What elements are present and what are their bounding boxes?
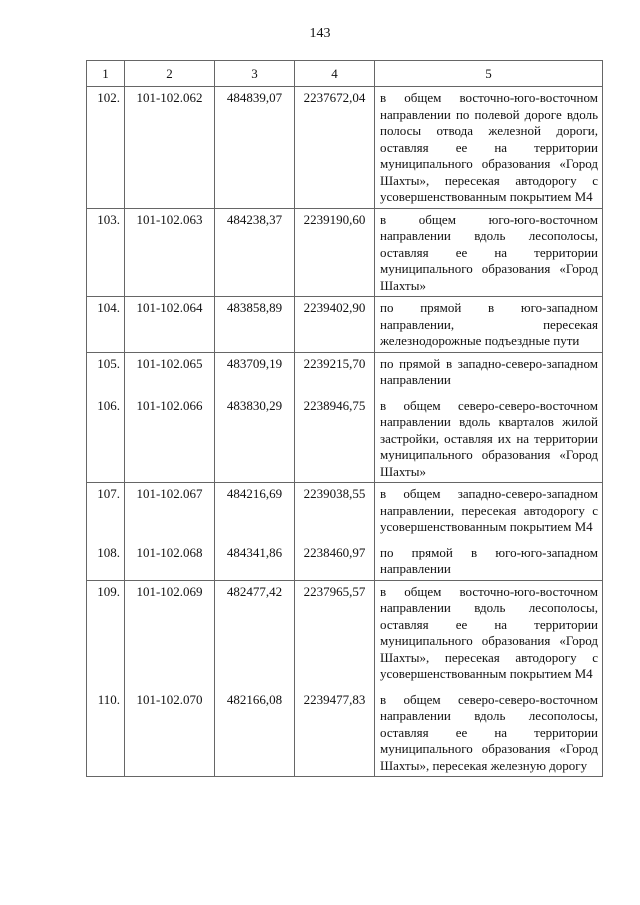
segment-description: в общем восточно-юго-восточном направлении по полевой дороге вдоль полосы отвода железной дороги, оставляя ее на территории муниципального образования «Город Шахты», пересекая автодорогу с усовершенствованным покрытием М4: [375, 87, 603, 209]
table-row: [87, 689, 603, 777]
table-row: [87, 352, 603, 395]
row-number: 108.: [87, 542, 125, 581]
coordinate-x: 483709,19: [215, 352, 295, 395]
coordinate-x: 482477,42: [215, 580, 295, 689]
row-number: 109.: [87, 580, 125, 689]
row-number: 103.: [87, 208, 125, 297]
row-number: 110.: [87, 689, 125, 777]
coordinate-x: 484238,37: [215, 208, 295, 297]
segment-code: 101-102.069: [125, 580, 215, 689]
coordinate-y: 2239215,70: [295, 352, 375, 395]
segment-description: в общем западно-северо-западном направлении, пересекая автодорогу с усовершенствованным покрытием М4: [375, 483, 603, 542]
segment-description: в общем юго-юго-восточном направлении вдоль лесополосы, оставляя ее на территории муниципального образования «Город Шахты»: [375, 208, 603, 297]
coordinate-y: 2237965,57: [295, 580, 375, 689]
coordinate-y: 2239038,55: [295, 483, 375, 542]
table-row: [87, 297, 603, 353]
column-header-description: 5: [375, 61, 603, 87]
coordinate-y: 2238460,97: [295, 542, 375, 581]
coordinate-x: 483830,29: [215, 395, 295, 483]
table-row: [87, 483, 603, 542]
segment-code: 101-102.064: [125, 297, 215, 353]
table-row: [87, 87, 603, 209]
coordinate-y: 2239402,90: [295, 297, 375, 353]
segment-code: 101-102.068: [125, 542, 215, 581]
column-header-code: 2: [125, 61, 215, 87]
boundary-table: [86, 60, 603, 777]
coordinate-y: 2238946,75: [295, 395, 375, 483]
column-header-y: 4: [295, 61, 375, 87]
coordinate-y: 2237672,04: [295, 87, 375, 209]
coordinate-x: 482166,08: [215, 689, 295, 777]
segment-code: 101-102.062: [125, 87, 215, 209]
segment-description: в общем северо-северо-восточном направлении вдоль лесополосы, оставляя ее на территории муниципального образования «Город Шахты», пересекая железную дорогу: [375, 689, 603, 777]
column-header-x: 3: [215, 61, 295, 87]
row-number: 107.: [87, 483, 125, 542]
coordinate-x: 484216,69: [215, 483, 295, 542]
coordinate-x: 483858,89: [215, 297, 295, 353]
segment-code: 101-102.067: [125, 483, 215, 542]
segment-description: по прямой в западно-северо-западном направлении: [375, 352, 603, 395]
table-row: [87, 208, 603, 297]
segment-code: 101-102.065: [125, 352, 215, 395]
segment-description: в общем восточно-юго-восточном направлении вдоль лесополосы, оставляя ее на территории муниципального образования «Город Шахты», пересекая автодорогу с усовершенствованным покрытием М4: [375, 580, 603, 689]
segment-description: в общем северо-северо-восточном направлении вдоль кварталов жилой застройки, оставляя их на территории муниципального образования «Город Шахты»: [375, 395, 603, 483]
segment-description: по прямой в юго-западном направлении, пересекая железнодорожные подъездные пути: [375, 297, 603, 353]
coordinate-y: 2239477,83: [295, 689, 375, 777]
segment-description: по прямой в юго-юго-западном направлении: [375, 542, 603, 581]
coordinate-x: 484839,07: [215, 87, 295, 209]
segment-code: 101-102.066: [125, 395, 215, 483]
table-row: [87, 542, 603, 581]
row-number: 104.: [87, 297, 125, 353]
row-number: 102.: [87, 87, 125, 209]
segment-code: 101-102.063: [125, 208, 215, 297]
table-row: [87, 395, 603, 483]
segment-code: 101-102.070: [125, 689, 215, 777]
table-row: [87, 580, 603, 689]
row-number: 106.: [87, 395, 125, 483]
page-number: 143: [309, 26, 331, 41]
table-header-row: [87, 61, 603, 87]
coordinate-y: 2239190,60: [295, 208, 375, 297]
coordinate-x: 484341,86: [215, 542, 295, 581]
row-number: 105.: [87, 352, 125, 395]
column-header-number: 1: [87, 61, 125, 87]
